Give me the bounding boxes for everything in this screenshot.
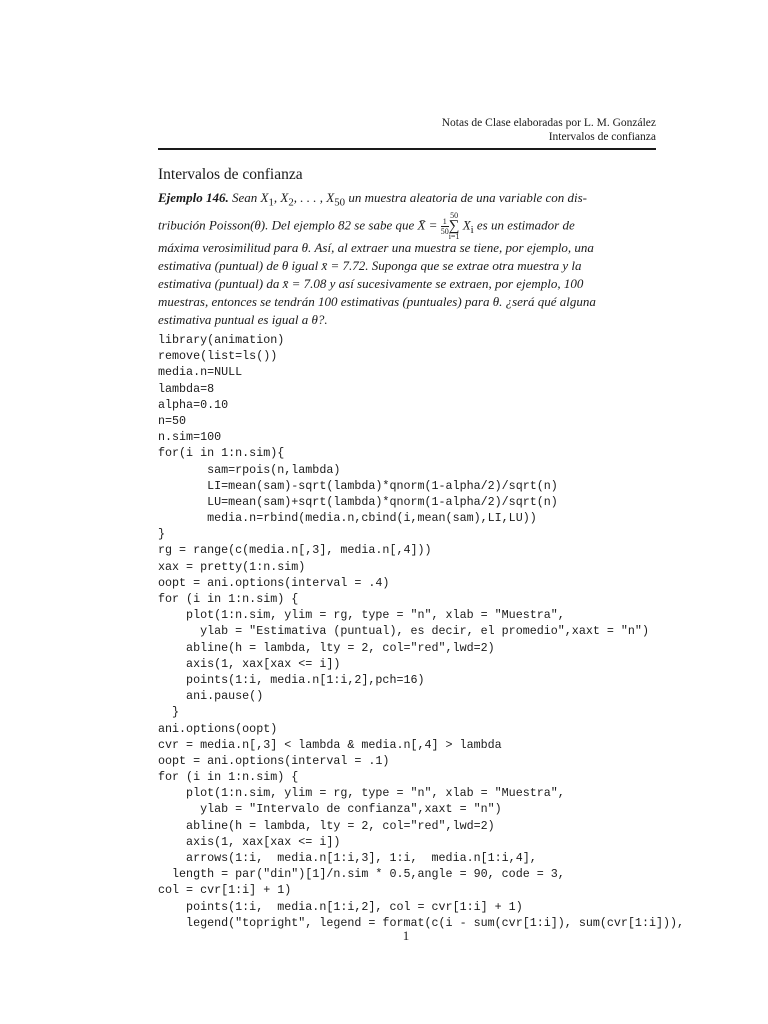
example-text: Sean X — [232, 190, 269, 205]
fraction-denominator: 50 — [440, 227, 449, 236]
code-line: axis(1, xax[xax <= i]) — [158, 656, 341, 671]
code-line: arrows(1:i, media.n[1:i,3], 1:i, media.n[1:i,4], — [158, 851, 537, 865]
code-line: } — [158, 527, 166, 542]
code-line: LI=mean(sam)-sqrt(lambda)*qnorm(1-alpha/2)/sqrt(n) — [158, 478, 558, 493]
code-line: n=50 — [158, 413, 187, 428]
code-line: plot(1:n.sim, ylim = rg, type = "n", xlab = "Muestra", — [158, 786, 565, 801]
example-line-4: estimativa (puntual) de θ igual x̄ = 7.72. Suponga que se extrae otra muestra y la — [158, 258, 582, 273]
code-line: media.n=rbind(media.n,cbind(i,mean(sam),LI,LU)) — [158, 511, 537, 526]
header-rule — [158, 148, 656, 150]
example-line-1 — [158, 190, 656, 209]
code-line: for (i in 1:n.sim) { — [158, 770, 299, 785]
example-text: , X — [273, 190, 289, 205]
code-line: col = cvr[1:i] + 1) — [158, 883, 292, 898]
code-line: length = par("din")[1]/n.sim * 0.5,angle = 90, code = 3, — [158, 867, 565, 882]
code-line: plot(1:n.sim, ylim = rg, type = "n", xlab = "Muestra", — [158, 608, 565, 623]
sum-upper: 50 — [450, 211, 459, 220]
example-text: es un estimador de — [473, 217, 575, 233]
example-text: tribución Poisson(θ). Del ejemplo 82 se sabe que X̄ = — [158, 217, 441, 233]
example-line-7: estimativa puntual es igual a θ?. — [158, 312, 328, 327]
code-line: n.sim=100 — [158, 430, 222, 445]
subscript: 1 — [268, 196, 274, 209]
code-line: ylab = "Estimativa (puntual), es decir, el promedio",xaxt = "n") — [158, 624, 649, 639]
sum-lower: i=1 — [448, 232, 460, 241]
code-line: legend("topright", legend = format(c(i - sum(cvr[1:i]), sum(cvr[1:i])), — [158, 915, 685, 930]
example-line-2 — [158, 212, 656, 241]
code-line: rg = range(c(media.n[,3], media.n[,4])) — [158, 543, 432, 558]
example-text: un muestra aleatoria de una variable con dis- — [345, 190, 587, 205]
code-line: abline(h = lambda, lty = 2, col="red",lwd=2) — [158, 640, 495, 655]
page-number: 1 — [402, 928, 410, 943]
code-line: sam=rpois(n,lambda) — [158, 462, 341, 477]
code-line: axis(1, xax[xax <= i]) — [158, 834, 341, 849]
code-line: oopt = ani.options(interval = .1) — [158, 753, 390, 768]
subscript: 50 — [334, 196, 346, 209]
subscript: 2 — [288, 196, 294, 209]
fraction — [441, 217, 449, 236]
code-line: media.n=NULL — [158, 365, 243, 380]
example-label: Ejemplo 146. — [158, 190, 229, 205]
code-line: library(animation) — [158, 333, 285, 347]
subscript: i — [470, 224, 474, 237]
section-title: Intervalos de confianza — [158, 166, 303, 183]
code-line: } — [158, 705, 180, 720]
running-header-chapter: Intervalos de confianza — [548, 131, 656, 143]
code-line: cvr = media.n[,3] < lambda & media.n[,4] > lambda — [158, 737, 502, 752]
code-line: oopt = ani.options(interval = .4) — [158, 575, 390, 590]
example-text: X — [459, 217, 471, 233]
example-text: , . . . , X — [293, 190, 335, 205]
code-line: lambda=8 — [158, 381, 215, 396]
code-line: points(1:i, media.n[1:i,2], col = cvr[1:i] + 1) — [158, 899, 523, 914]
code-line: abline(h = lambda, lty = 2, col="red",lwd=2) — [158, 818, 495, 833]
code-line: LU=mean(sam)+sqrt(lambda)*qnorm(1-alpha/2)/sqrt(n) — [158, 494, 558, 509]
running-header-author: Notas de Clase elaboradas por L. M. González — [441, 117, 656, 129]
code-line: for(i in 1:n.sim){ — [158, 446, 285, 461]
code-line: xax = pretty(1:n.sim) — [158, 559, 306, 574]
summation — [449, 212, 460, 241]
code-line: remove(list=ls()) — [158, 349, 278, 364]
code-line: ani.pause() — [158, 689, 264, 704]
code-line: ani.options(oopt) — [158, 721, 278, 736]
code-line: points(1:i, media.n[1:i,2],pch=16) — [158, 672, 425, 687]
fraction-numerator: 1 — [442, 217, 447, 226]
code-listing — [158, 332, 684, 931]
sigma-icon: ∑ — [448, 218, 460, 234]
code-line: alpha=0.10 — [158, 397, 229, 412]
code-line: ylab = "Intervalo de confianza",xaxt = "n") — [158, 802, 502, 817]
example-line-6: muestras, entonces se tendrán 100 estimativas (puntuales) para θ. ¿será qué alguna — [158, 294, 596, 309]
example-line-5: estimativa (puntual) da x̄ = 7.08 y así sucesivamente se extraen, por ejemplo, 100 — [158, 276, 584, 291]
example-line-3: máxima verosimilitud para θ. Así, al extraer una muestra se tiene, por ejemplo, una — [158, 240, 594, 255]
code-line: for (i in 1:n.sim) { — [158, 592, 299, 606]
